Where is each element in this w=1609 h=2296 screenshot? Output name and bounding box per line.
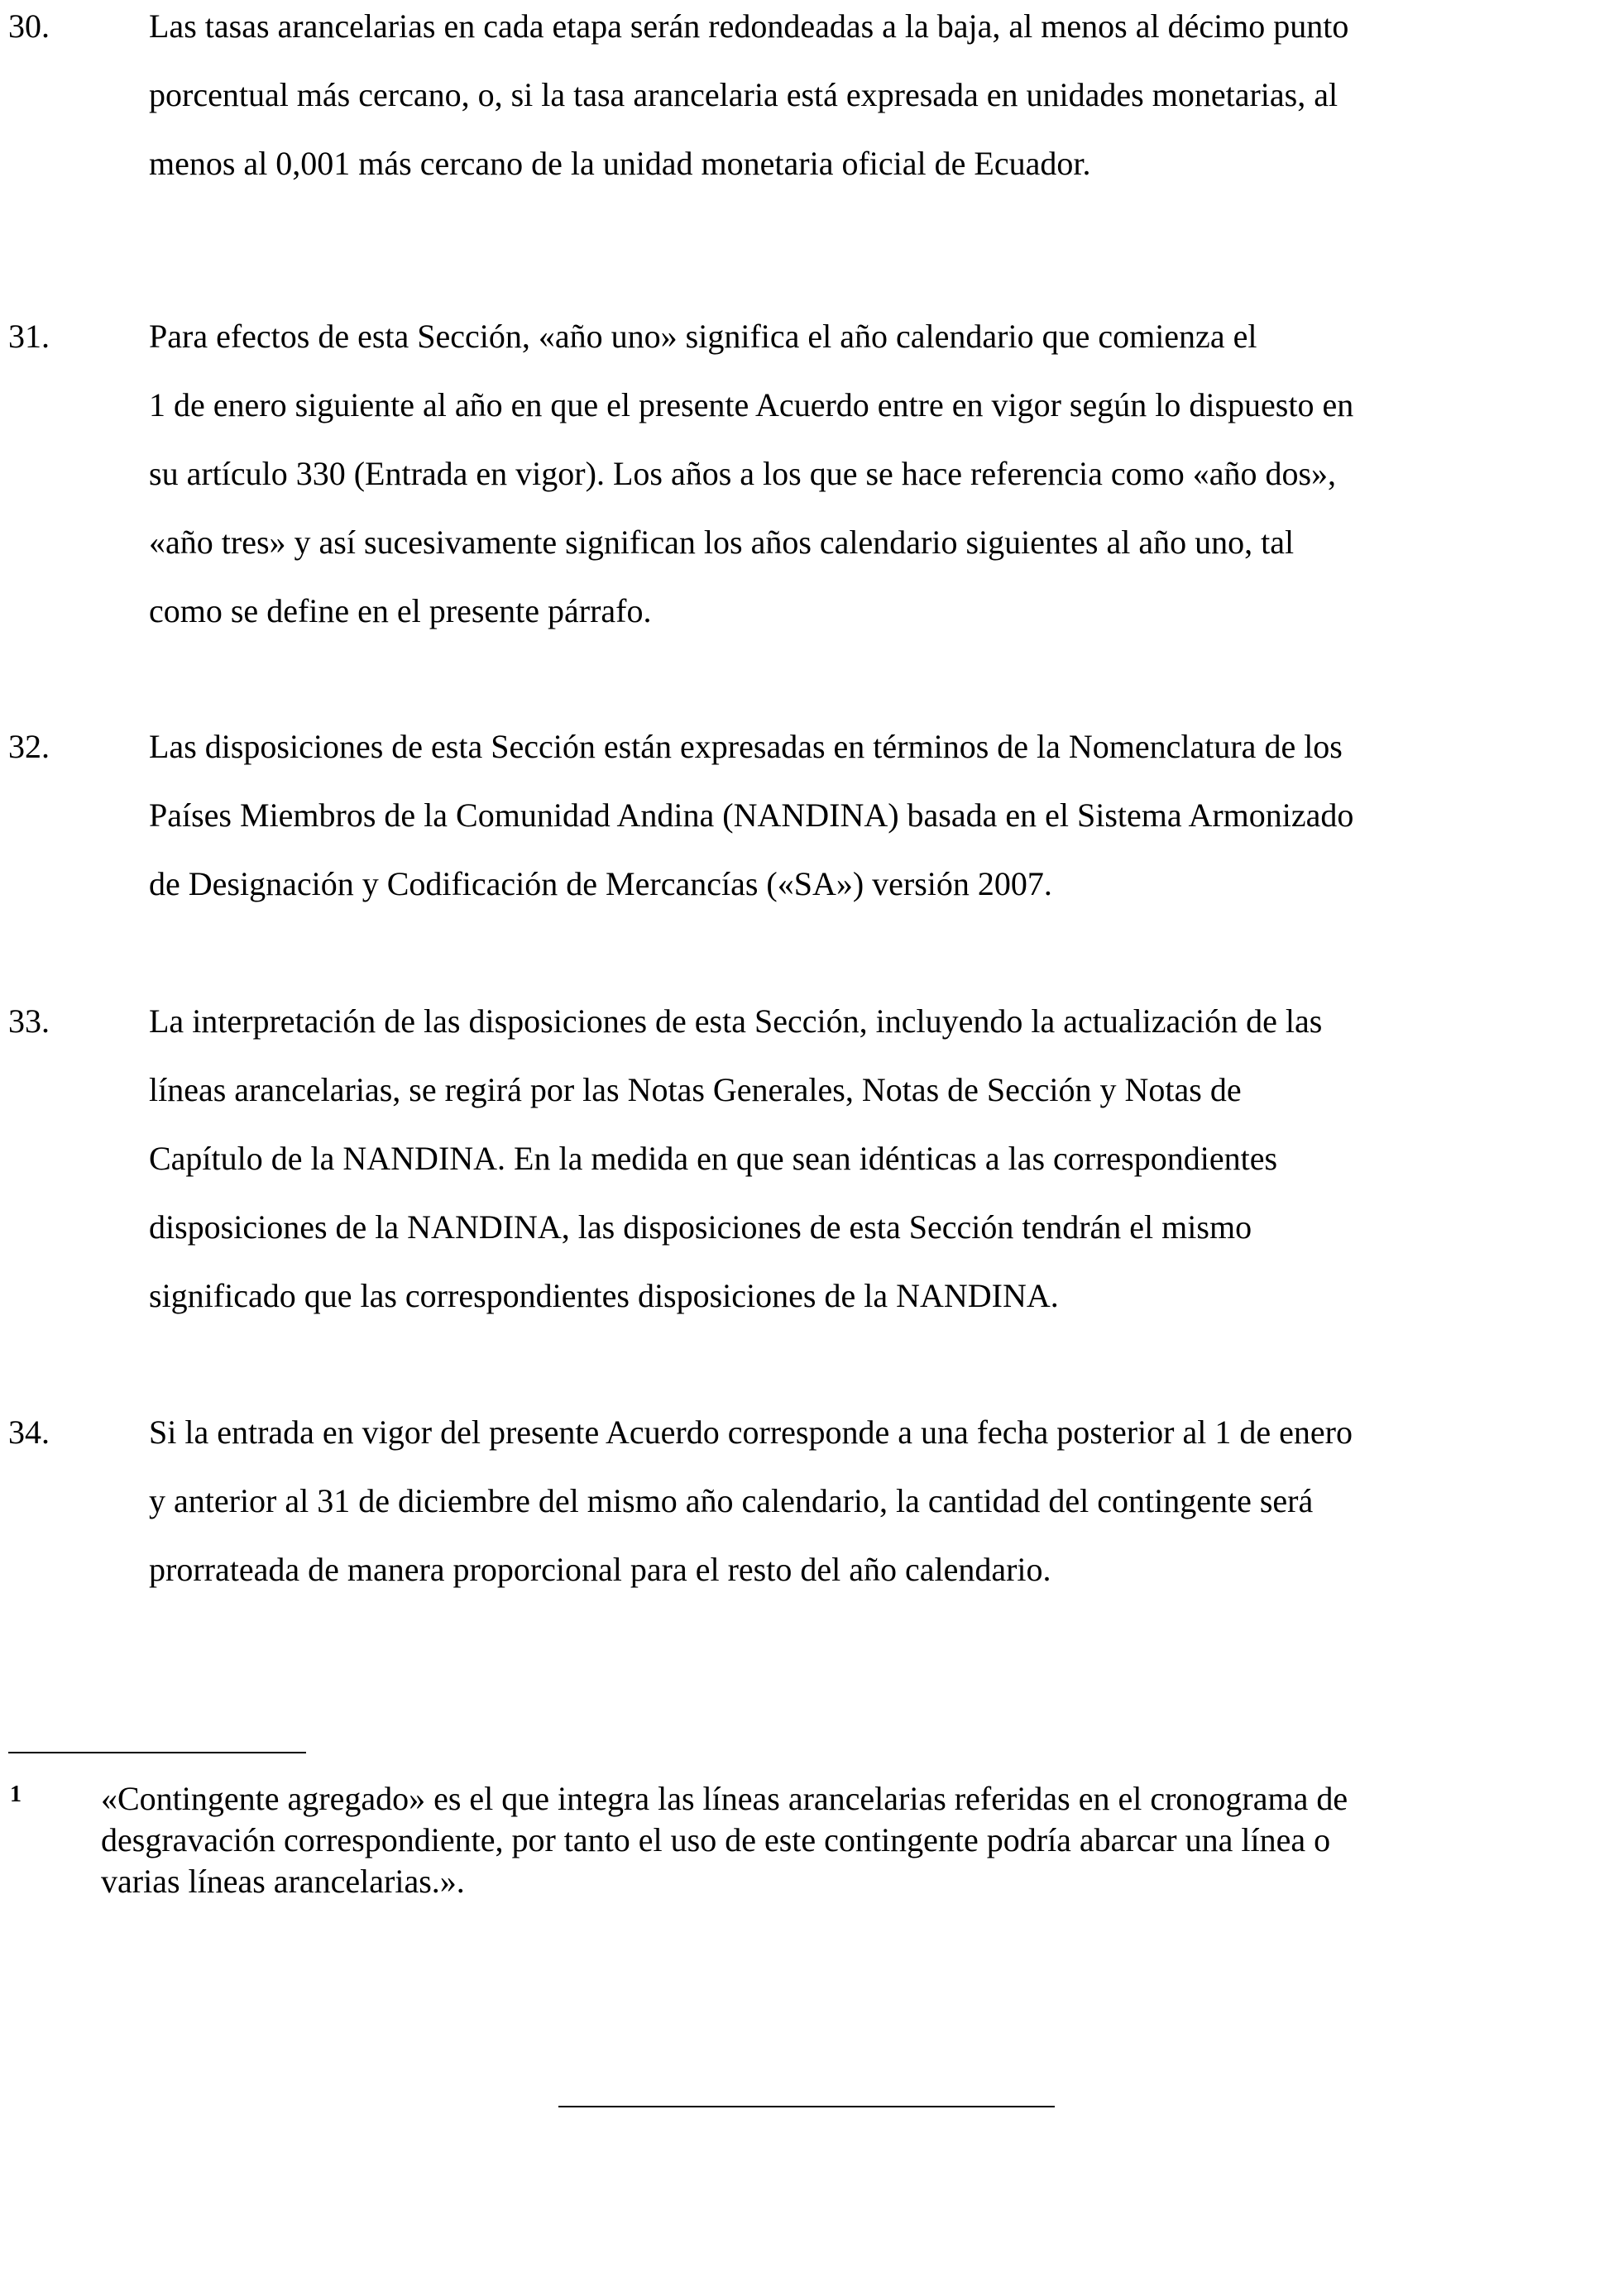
text-line: de Designación y Codificación de Mercancías («SA») versión 2007. <box>149 865 1052 902</box>
text-line: «Contingente agregado» es el que integra las líneas arancelarias referidas en el cronograma de <box>101 1780 1348 1817</box>
text-line: prorrateada de manera proporcional para el resto del año calendario. <box>149 1551 1051 1588</box>
text-line: menos al 0,001 más cercano de la unidad monetaria oficial de Ecuador. <box>149 145 1091 182</box>
text-line: La interpretación de las disposiciones de esta Sección, incluyendo la actualización de las <box>149 1002 1323 1040</box>
text-line: Capítulo de la NANDINA. En la medida en que sean idénticas a las correspondientes <box>149 1140 1278 1177</box>
text-line: Las disposiciones de esta Sección están expresadas en términos de la Nomenclatura de los <box>149 728 1343 765</box>
text-line: su artículo 330 (Entrada en vigor). Los años a los que se hace referencia como «año dos», <box>149 455 1337 492</box>
paragraph-text <box>149 0 1605 198</box>
text-line: como se define en el presente párrafo. <box>149 592 652 629</box>
text-line: y anterior al 31 de diciembre del mismo año calendario, la cantidad del contingente será <box>149 1482 1314 1519</box>
paragraph-text <box>149 1398 1605 1604</box>
text-line: Si la entrada en vigor del presente Acuerdo corresponde a una fecha posterior al 1 de enero <box>149 1413 1353 1451</box>
text-line: 1 de enero siguiente al año en que el presente Acuerdo entre en vigor según lo dispuesto en <box>149 386 1354 423</box>
text-line: porcentual más cercano, o, si la tasa arancelaria está expresada en unidades monetarias, al <box>149 76 1338 113</box>
text-line: líneas arancelarias, se regirá por las Notas Generales, Notas de Sección y Notas de <box>149 1071 1242 1108</box>
text-line: «año tres» y así sucesivamente significan los años calendario siguientes al año uno, tal <box>149 524 1295 561</box>
text-line: desgravación correspondiente, por tanto el uso de este contingente podría abarcar una línea o <box>101 1821 1331 1858</box>
text-line: disposiciones de la NANDINA, las disposiciones de esta Sección tendrán el mismo <box>149 1208 1252 1246</box>
paragraph-text <box>149 987 1605 1330</box>
footnote-mark: 1 <box>10 1782 22 1807</box>
paragraph-text <box>149 712 1605 918</box>
text-line: varias líneas arancelarias.». <box>101 1863 465 1900</box>
footnote-text <box>101 1778 1607 1902</box>
paragraph-number: 30. <box>8 7 50 45</box>
text-line: Países Miembros de la Comunidad Andina (NANDINA) basada en el Sistema Armonizado <box>149 796 1354 834</box>
paragraph-text <box>149 302 1605 645</box>
text-line: Para efectos de esta Sección, «año uno» significa el año calendario que comienza el <box>149 318 1257 355</box>
end-of-page-rule <box>558 2106 1055 2107</box>
paragraph-number: 31. <box>8 318 50 355</box>
text-line: Las tasas arancelarias en cada etapa serán redondeadas a la baja, al menos al décimo punto <box>149 7 1349 45</box>
paragraph-number: 34. <box>8 1413 50 1451</box>
footnote-separator <box>8 1752 306 1753</box>
text-line: significado que las correspondientes disposiciones de la NANDINA. <box>149 1277 1059 1314</box>
paragraph-number: 32. <box>8 728 50 765</box>
paragraph-number: 33. <box>8 1002 50 1040</box>
